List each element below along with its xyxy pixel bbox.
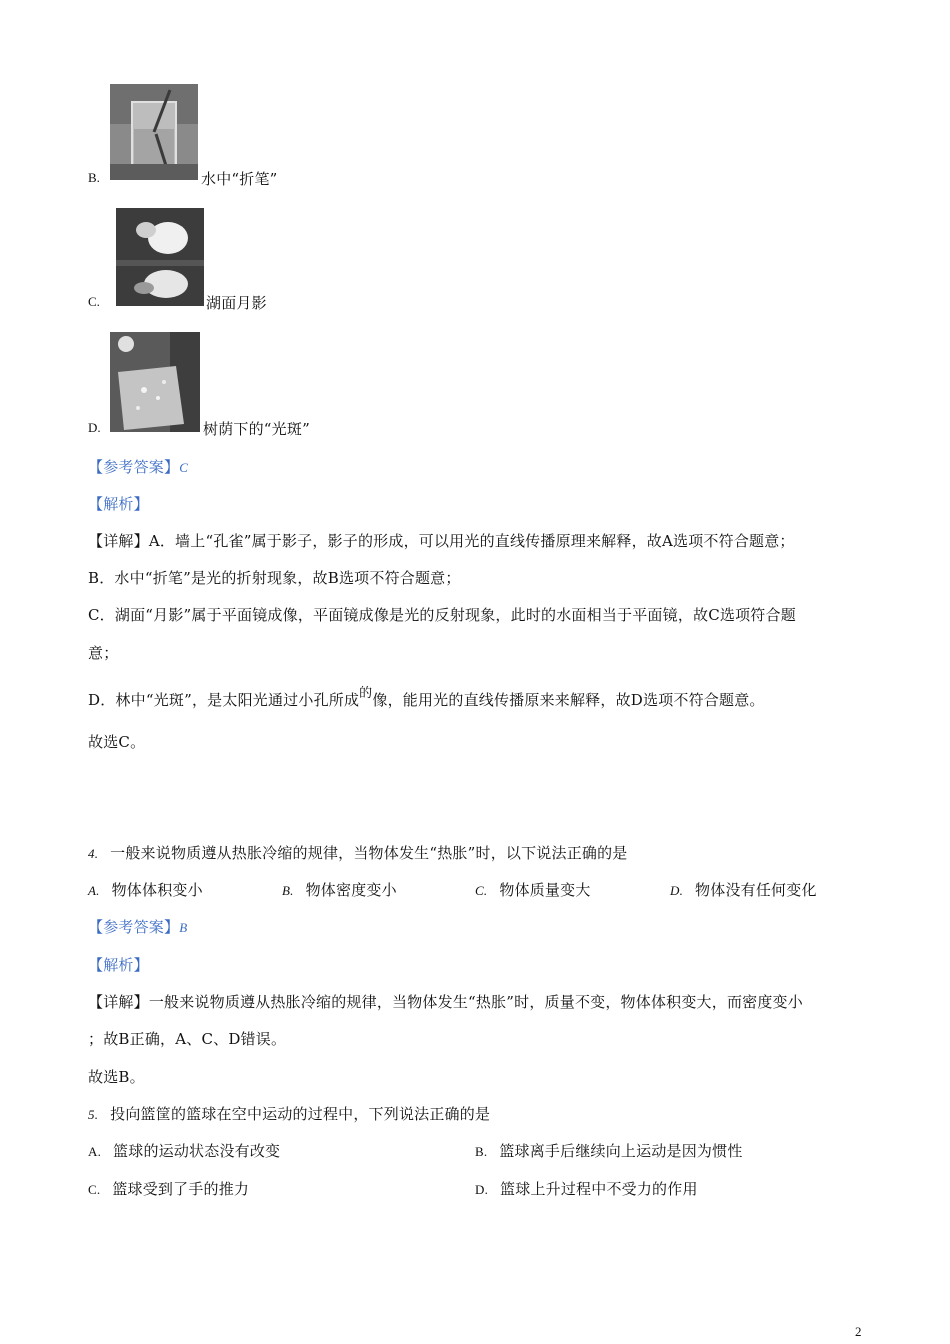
option-text: 篮球受到了手的推力 [112,1180,250,1198]
q4-option-d [670,879,817,900]
q5-option-c [88,1178,249,1199]
detail-text: D．林中“光斑”，是太阳光通过小孔所成 [88,691,360,709]
page-number: 2 [855,1324,862,1339]
q3-detail-line-3b: 意； [88,644,119,662]
question-number: 4. [88,846,99,861]
lake-moon-reflection-photo [116,208,204,306]
q3-analysis-label: 【解析】 [88,495,149,513]
option-text: 物体没有任何变化 [695,881,817,899]
q5-stem [88,1103,490,1124]
option-letter: D. [670,883,684,898]
q5-option-d [475,1178,698,1199]
q4-answer [88,916,187,937]
option-text: 物体质量变大 [499,881,591,899]
option-b-text: 水中“折笔” [201,170,278,188]
option-letter: C. [88,1182,101,1197]
option-c-letter: C. [88,294,100,309]
q5-option-a [88,1140,280,1161]
q4-conclusion: 故选B。 [88,1068,145,1086]
answer-value: C [179,460,189,475]
option-b-letter: B. [88,170,100,185]
detail-text: A．墙上“孔雀”属于影子，影子的形成，可以用光的直线传播原理来解释，故A选项不符合题意； [148,532,795,550]
answer-value: B [179,920,188,935]
q4-detail-line-2: ；故B正确，A、C、D错误。 [88,1030,287,1048]
option-d-text: 树荫下的“光斑” [203,420,310,438]
option-c-text: 湖面月影 [206,294,267,312]
option-letter: D. [475,1182,489,1197]
q3-answer [88,456,188,477]
option-letter: B. [475,1144,488,1159]
q4-option-b [282,879,397,900]
q4-analysis-label: 【解析】 [88,956,149,974]
detail-label: 【详解】 [88,993,149,1011]
option-text: 篮球离手后继续向上运动是因为惯性 [499,1142,743,1160]
q4-detail-line-1 [88,991,803,1012]
option-text: 物体体积变小 [111,881,203,899]
option-letter: C. [475,883,488,898]
question-number: 5. [88,1107,99,1122]
option-d-letter: D. [88,420,101,435]
option-letter: A. [88,883,100,898]
q3-detail-line-4 [88,686,765,710]
q4-option-a [88,879,203,900]
q3-conclusion: 故选C。 [88,733,146,751]
q5-option-b [475,1140,743,1161]
detail-label: 【详解】 [88,532,149,550]
q4-option-c [475,879,591,900]
question-text: 投向篮筐的篮球在空中运动的过程中，下列说法正确的是 [110,1105,491,1123]
q4-stem [88,842,628,863]
option-text: 篮球的运动状态没有改变 [113,1142,281,1160]
detail-text: 像，能用光的直线传播原来来解释，故D选项不符合题意。 [372,691,765,709]
option-text: 篮球上升过程中不受力的作用 [500,1180,698,1198]
detail-text: 一般来说物质遵从热胀冷缩的规律，当物体发生“热胀”时，质量不变，物体体积变大，而密度变小 [148,993,803,1011]
question-text: 一般来说物质遵从热胀冷缩的规律，当物体发生“热胀”时，以下说法正确的是 [110,844,628,862]
glass-of-water-with-pen-photo [110,84,198,180]
answer-label: 【参考答案】 [88,918,180,936]
option-letter: A. [88,1144,102,1159]
option-text: 物体密度变小 [305,881,397,899]
q3-detail-line-3: C．湖面“月影”属于平面镜成像，平面镜成像是光的反射现象，此时的水面相当于平面镜，故C选项符合题 [88,606,796,624]
answer-label: 【参考答案】 [88,458,180,476]
q3-detail-line-1 [88,530,795,551]
option-letter: B. [282,883,294,898]
light-spots-under-tree-photo [110,332,200,432]
q3-detail-line-2: B．水中“折笔”是光的折射现象，故B选项不符合题意； [88,569,461,587]
superscript-char: 的 [359,686,373,701]
